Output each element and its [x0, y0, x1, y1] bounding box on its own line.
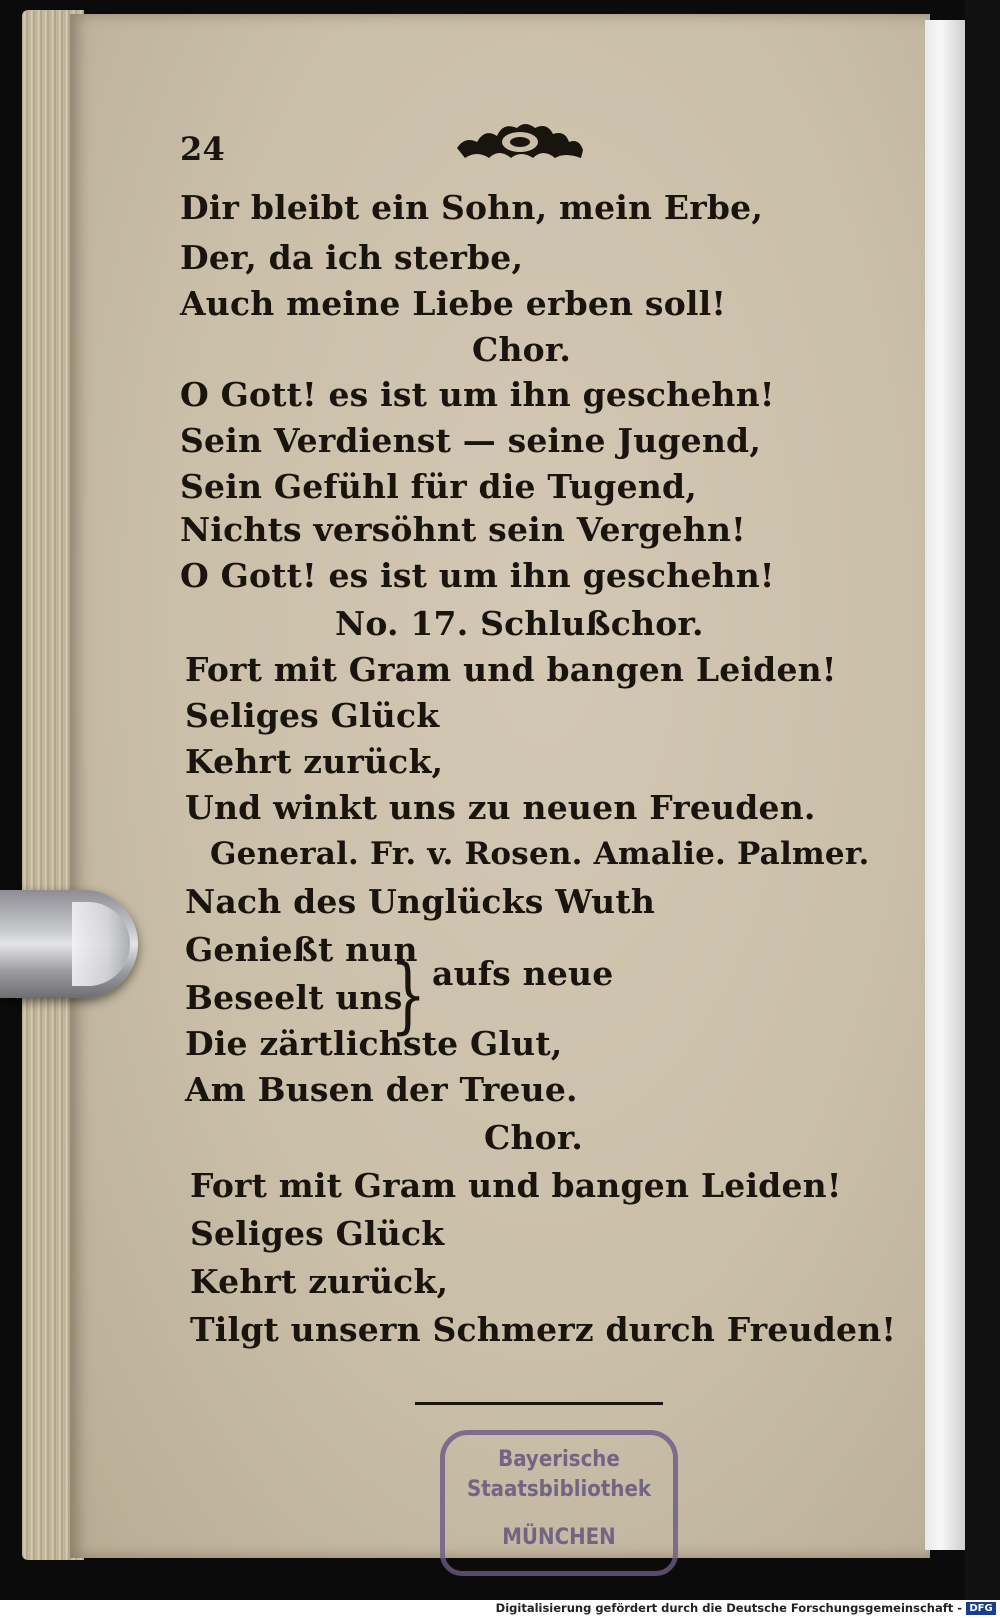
verse-line: Der, da ich sterbe, — [180, 238, 524, 277]
footer-bar — [0, 1600, 1000, 1618]
funding-credit: Digitalisierung gefördert durch die Deutsche Forschungsgemeinschaft - — [495, 1601, 962, 1615]
fingernail — [72, 902, 130, 986]
speakers-heading: General. Fr. v. Rosen. Amalie. Palmer. — [210, 836, 870, 872]
verse-line: O Gott! es ist um ihn geschehn! — [180, 556, 775, 595]
verse-line: Genießt nun — [185, 930, 418, 969]
speaker-heading: Chor. — [472, 330, 572, 369]
finger-holding-page — [0, 890, 138, 998]
verse-line: Die zärtlichste Glut, — [185, 1024, 563, 1063]
stamp-line-3: MÜNCHEN — [502, 1525, 616, 1550]
verse-line: Tilgt unsern Schmerz durch Freuden! — [190, 1310, 897, 1349]
page-number: 24 — [180, 130, 225, 168]
verse-line: Seliges Glück — [190, 1214, 445, 1253]
verse-line: Sein Gefühl für die Tugend, — [180, 467, 697, 506]
verse-line: Und winkt uns zu neuen Freuden. — [185, 788, 816, 827]
bracket-annotation: aufs neue — [432, 954, 614, 993]
verse-line: Kehrt zurück, — [190, 1262, 449, 1301]
verse-line: Kehrt zurück, — [185, 742, 444, 781]
right-page-edge — [925, 20, 965, 1550]
verse-line: O Gott! es ist um ihn geschehn! — [180, 375, 775, 414]
library-stamp — [440, 1430, 678, 1576]
verse-line: Dir bleibt ein Sohn, mein Erbe, — [180, 188, 764, 227]
verse-line: Beseelt uns — [185, 978, 403, 1017]
verse-line: Fort mit Gram und bangen Leiden! — [190, 1166, 842, 1205]
right-dark-border — [965, 0, 1000, 1600]
verse-line: Fort mit Gram und bangen Leiden! — [185, 650, 837, 689]
verse-line: Nichts versöhnt sein Vergehn! — [180, 510, 746, 549]
stamp-line-1: Bayerische — [498, 1447, 620, 1472]
headpiece-ornament — [455, 118, 585, 164]
verse-line: Am Busen der Treue. — [185, 1070, 578, 1109]
verse-line: Seliges Glück — [185, 696, 440, 735]
dfg-logo-icon: DFG — [966, 1602, 996, 1615]
stamp-line-2: Staatsbibliothek — [466, 1477, 652, 1502]
speaker-heading: Chor. — [484, 1118, 584, 1157]
curly-bracket: } — [389, 948, 427, 1043]
verse-line: Sein Verdienst — seine Jugend, — [180, 421, 762, 460]
verse-line: Nach des Unglücks Wuth — [185, 882, 656, 921]
closing-rule — [415, 1402, 663, 1405]
verse-line: Auch meine Liebe erben soll! — [180, 284, 727, 323]
number-heading: No. 17. Schlußchor. — [335, 604, 704, 643]
